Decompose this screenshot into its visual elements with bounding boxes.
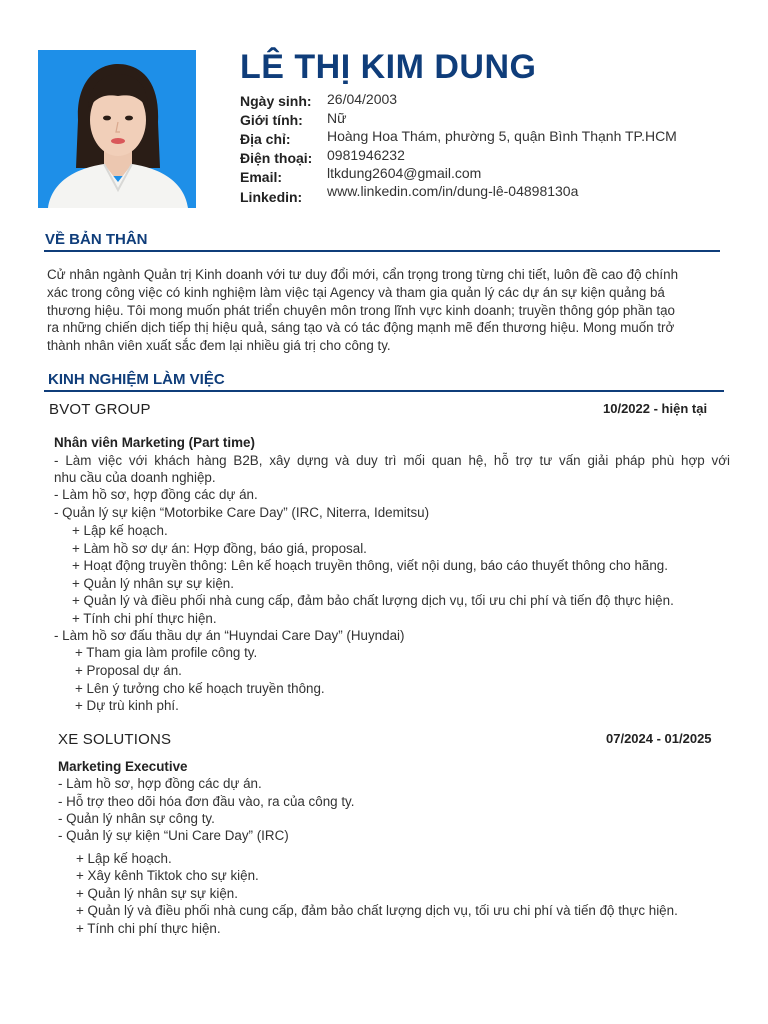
job-period: 10/2022 - hiện tại — [603, 401, 708, 416]
experience-section-title: KINH NGHIỆM LÀM VIỆC — [48, 371, 225, 388]
job-subtask-line: + Tính chi phí thực hiện. — [72, 611, 217, 626]
email-value[interactable]: ltkdung2604@gmail.com — [327, 165, 482, 181]
job-subtask-line: + Quản lý và điều phối nhà cung cấp, đảm bảo chất lượng dịch vụ, tối ưu chi phí và tiến độ thực hiện. — [76, 903, 678, 918]
about-line: thành nhân viên xuất sắc đem lại nhiều giá trị cho công ty. — [47, 338, 391, 354]
job-subtask-line: + Dự trù kinh phí. — [75, 698, 179, 713]
address-value: Hoàng Hoa Thám, phường 5, quận Bình Thạnh TP.HCM — [327, 128, 677, 144]
portrait-image — [38, 50, 196, 208]
job-role: Marketing Executive — [58, 759, 188, 774]
linkedin-value[interactable]: www.linkedin.com/in/dung-lê-04898130a — [327, 183, 579, 199]
job-duty-line: - Làm hồ sơ, hợp đồng các dự án. — [58, 776, 262, 791]
job-subtask-line: + Quản lý và điều phối nhà cung cấp, đảm bảo chất lượng dịch vụ, tối ưu chi phí và tiến độ thực hiện. — [72, 593, 674, 608]
job-subtask-line: + Hoạt động truyền thông: Lên kế hoạch truyền thông, viết nội dung, báo cáo thuyết thông cho hãng. — [72, 558, 668, 573]
company-name: XE SOLUTIONS — [58, 731, 172, 748]
about-divider — [44, 250, 720, 252]
job-subtask-line: + Lập kế hoạch. — [72, 523, 168, 538]
about-paragraph — [47, 266, 723, 355]
experience-divider — [44, 390, 724, 392]
company-name: BVOT GROUP — [49, 401, 151, 418]
about-line: Cử nhân ngành Quản trị Kinh doanh với tư duy đổi mới, cẩn trọng trong từng chi tiết, luôn đề cao độ chính — [47, 267, 679, 282]
job-duty-line: - Hỗ trợ theo dõi hóa đơn đầu vào, ra của công ty. — [58, 794, 355, 809]
gender-value: Nữ — [327, 110, 347, 126]
about-line: thương hiệu. Tôi mong muốn phát triển chuyên môn trong lĩnh vực kinh doanh; truyền thông góp phần tạo — [47, 302, 675, 318]
job-subtask-line: + Quản lý nhân sự sự kiện. — [72, 576, 234, 591]
job-subtask-line: + Xây kênh Tiktok cho sự kiện. — [76, 868, 259, 883]
job-subtask-line: + Lên ý tưởng cho kế hoạch truyền thông. — [75, 681, 325, 696]
phone-value: 0981946232 — [327, 147, 405, 163]
linkedin-label: Linkedin: — [240, 189, 303, 205]
job-subtask-line: + Làm hồ sơ dự án: Hợp đồng, báo giá, proposal. — [72, 541, 367, 556]
about-line: xác trong công việc có kinh nghiệm làm việc tại Agency và tham gia quản lý các dự án sự kiện quảng bá — [47, 284, 665, 300]
phone-label: Điện thoại: — [240, 150, 313, 166]
gender-label: Giới tính: — [240, 112, 303, 128]
job-subtask-line: + Quản lý nhân sự sự kiện. — [76, 886, 238, 901]
job-subtask-line: + Tham gia làm profile công ty. — [75, 645, 258, 660]
job-subtask-line: + Lập kế hoạch. — [76, 851, 172, 866]
job-role: Nhân viên Marketing (Part time) — [54, 435, 255, 450]
profile-photo — [38, 50, 196, 208]
birthdate-value: 26/04/2003 — [327, 91, 398, 107]
job-duty-line: - Làm hồ sơ, hợp đồng các dự án. — [54, 487, 258, 502]
job-duty-line: - Quản lý nhân sự công ty. — [58, 811, 215, 826]
job-subtask-line: + Proposal dự án. — [75, 663, 182, 678]
job-period: 07/2024 - 01/2025 — [606, 731, 712, 746]
job-duty-line: - Làm hồ sơ đấu thầu dự án “Huyndai Care Day” (Huyndai) — [54, 628, 405, 643]
job-subtask-line: + Tính chi phí thực hiện. — [76, 921, 221, 936]
candidate-name: LÊ THỊ KIM DUNG — [240, 48, 537, 86]
about-section-title: VỀ BẢN THÂN — [45, 231, 148, 248]
about-line: ra những chiến dịch tiếp thị hiệu quả, sáng tạo và có tác động mạnh mẽ đến thương hiệu. Mong muốn trở — [47, 320, 675, 336]
job-duty-line: nhu cầu của doanh nghiệp. — [54, 470, 216, 485]
birthdate-label: Ngày sinh: — [240, 93, 312, 109]
address-label: Địa chỉ: — [240, 131, 291, 147]
job-duty-line: - Làm việc với khách hàng B2B, xây dựng và duy trì mối quan hệ, hỗ trợ tư vấn giải pháp phù hợp với — [54, 453, 730, 468]
job-duty-line: - Quản lý sự kiện “Motorbike Care Day” (IRC, Niterra, Idemitsu) — [54, 505, 430, 520]
job-duty-line: - Quản lý sự kiện “Uni Care Day” (IRC) — [58, 828, 289, 843]
email-label: Email: — [240, 169, 283, 185]
